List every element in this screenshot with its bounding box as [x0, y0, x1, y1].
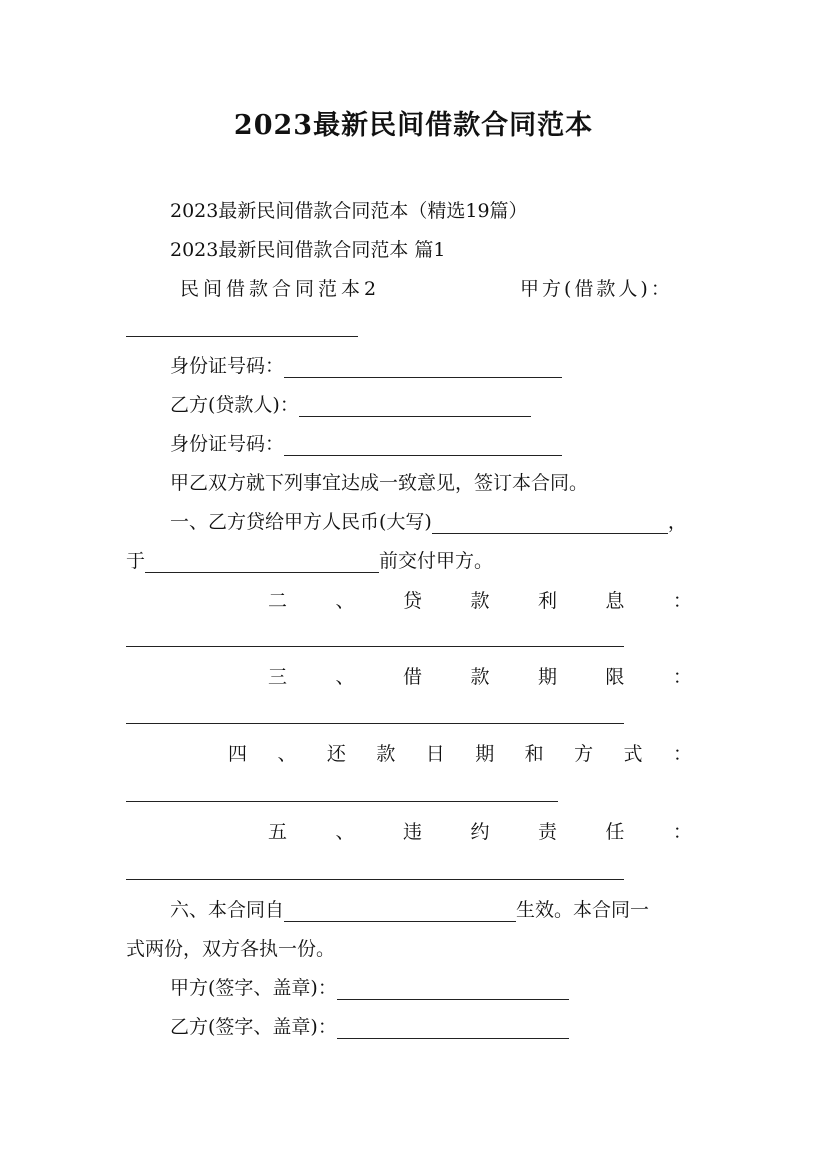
clause-1-yu: 于: [126, 550, 146, 572]
clause-2-char: ：: [672, 590, 692, 612]
sign-a-label: 甲方(签字、盖章)：: [170, 977, 337, 999]
clause-3-blank: [126, 723, 624, 724]
clause-6-suffix: 生效。本合同一: [516, 899, 650, 921]
clause-2-char: 二: [268, 590, 288, 612]
clause-4-char: 日: [425, 743, 445, 765]
part-line: 2023最新民间借款合同范本 篇1: [170, 239, 446, 261]
clause-1-amount-blank: [432, 513, 668, 534]
sample-label: 民间借款合同范本2: [180, 278, 381, 300]
clause-3-char: 款: [470, 666, 490, 688]
clause-2-char: 利: [537, 590, 557, 612]
clause-2-char: 款: [470, 590, 490, 612]
clause-3-char: 限: [605, 666, 625, 688]
clause-6-line-2: 式两份，双方各执一份。: [126, 938, 336, 960]
party-a-blank: [126, 336, 358, 337]
party-b-blank: [299, 396, 531, 417]
clause-5-char: 五: [268, 821, 288, 843]
clause-5-blank: [126, 879, 624, 880]
clause-4-blank: [126, 801, 558, 802]
id-label-1: 身份证号码：: [170, 355, 285, 377]
id-line-1: [170, 354, 562, 378]
clause-6-date-blank: [284, 901, 516, 922]
sign-a-blank: [337, 979, 569, 1000]
party-a-label: 甲方(借款人)：: [520, 278, 673, 300]
party-b-line: [170, 393, 531, 417]
clause-5-char: 约: [470, 821, 490, 843]
id-blank-2: [284, 435, 562, 456]
clause-5-char: 、: [335, 821, 355, 843]
clause-4-char: 和: [524, 743, 544, 765]
clause-4-char: 还: [326, 743, 346, 765]
clause-2-char: 息: [605, 590, 625, 612]
clause-5-char: 任: [605, 821, 625, 843]
clause-1-suffix: 前交付甲方。: [379, 550, 494, 572]
clause-4-char: 、: [277, 743, 297, 765]
clause-6-prefix: 六、本合同自: [170, 899, 285, 921]
id-blank-1: [284, 357, 562, 378]
agreement-line: 甲乙双方就下列事宜达成一致意见，签订本合同。: [170, 472, 589, 494]
document-title: 2023最新民间借款合同范本: [233, 110, 594, 141]
clause-5-char: 违: [402, 821, 422, 843]
clause-4-char: 式: [623, 743, 643, 765]
sign-b-line: [170, 1015, 569, 1039]
clause-3-char: 三: [268, 666, 288, 688]
clause-5-char: 责: [537, 821, 557, 843]
clause-4-char: 四: [228, 743, 248, 765]
clause-5-heading: [268, 820, 692, 844]
clause-3-char: 期: [537, 666, 557, 688]
clause-4-char: ：: [672, 743, 692, 765]
clause-5-char: ：: [672, 821, 692, 843]
clause-4-heading: [228, 742, 692, 766]
clause-1-line-2: [126, 549, 493, 573]
clause-2-char: 、: [335, 590, 355, 612]
sign-b-label: 乙方(签字、盖章)：: [170, 1016, 337, 1038]
clause-3-char: ：: [672, 666, 692, 688]
clause-1-date-blank: [145, 552, 379, 573]
sign-b-blank: [337, 1018, 569, 1039]
clause-1-line: [170, 510, 687, 534]
clause-2-heading: [268, 589, 692, 613]
clause-6-line: [170, 898, 649, 922]
sign-a-line: [170, 976, 569, 1000]
clause-2-char: 贷: [402, 590, 422, 612]
clause-4-char: 款: [376, 743, 396, 765]
clause-1-prefix: 一、乙方贷给甲方人民币(大写): [170, 511, 432, 533]
clause-1-comma: ，: [667, 511, 687, 533]
clause-4-char: 期: [475, 743, 495, 765]
party-b-label: 乙方(贷款人)：: [170, 394, 299, 416]
id-label-2: 身份证号码：: [170, 433, 285, 455]
clause-3-heading: [268, 665, 692, 689]
clause-3-char: 、: [335, 666, 355, 688]
id-line-2: [170, 432, 562, 456]
clause-3-char: 借: [402, 666, 422, 688]
subtitle-line: 2023最新民间借款合同范本（精选19篇）: [170, 200, 528, 222]
clause-4-char: 方: [574, 743, 594, 765]
clause-2-blank: [126, 646, 624, 647]
